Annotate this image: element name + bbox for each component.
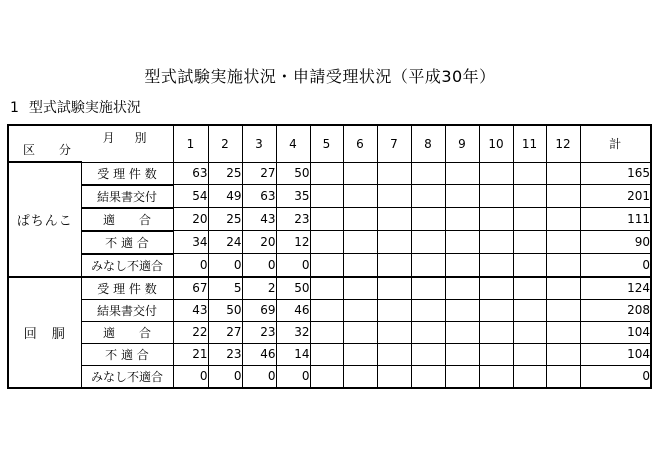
month-value-cell: 43	[242, 208, 276, 231]
group-label: ぱちんこ	[8, 162, 81, 277]
month-value-cell: 2	[242, 277, 276, 300]
month-value-cell	[445, 321, 479, 343]
total-cell: 0	[580, 365, 651, 388]
month-value-cell: 22	[173, 321, 208, 343]
month-value-cell	[445, 185, 479, 208]
month-value-cell: 14	[276, 343, 310, 365]
table-row	[8, 343, 651, 365]
row-label: 不 適 合	[81, 343, 173, 365]
header-row	[8, 125, 651, 162]
group-pachinko	[8, 162, 651, 277]
month-value-cell	[479, 299, 513, 321]
month-value-cell	[513, 277, 546, 300]
row-label: 結果書交付	[81, 185, 173, 208]
section-number: 1	[10, 100, 19, 116]
month-value-cell	[513, 208, 546, 231]
month-value-cell	[479, 185, 513, 208]
month-value-cell	[310, 277, 343, 300]
group-label: 回 胴	[8, 277, 81, 388]
month-value-cell: 25	[208, 162, 242, 185]
total-cell: 104	[580, 321, 651, 343]
month-value-cell	[411, 365, 445, 388]
month-value-cell	[445, 299, 479, 321]
month-value-cell	[513, 365, 546, 388]
total-cell: 201	[580, 185, 651, 208]
month-value-cell	[310, 254, 343, 277]
month-value-cell: 50	[276, 162, 310, 185]
row-label: みなし不適合	[81, 254, 173, 277]
month-value-cell: 0	[242, 365, 276, 388]
month-value-cell	[513, 299, 546, 321]
month-header: 1	[173, 125, 208, 162]
month-value-cell	[377, 185, 411, 208]
month-header: 11	[513, 125, 546, 162]
month-value-cell	[411, 231, 445, 254]
month-value-cell: 69	[242, 299, 276, 321]
month-value-cell	[411, 277, 445, 300]
month-value-cell	[513, 162, 546, 185]
table-row	[8, 162, 651, 185]
month-value-cell: 50	[276, 277, 310, 300]
month-value-cell	[479, 365, 513, 388]
month-value-cell	[546, 365, 580, 388]
month-value-cell	[411, 299, 445, 321]
row-label: 結果書交付	[81, 299, 173, 321]
month-value-cell: 63	[242, 185, 276, 208]
month-value-cell	[546, 254, 580, 277]
month-value-cell	[546, 208, 580, 231]
month-header: 2	[208, 125, 242, 162]
month-value-cell	[513, 343, 546, 365]
month-value-cell: 0	[208, 254, 242, 277]
month-value-cell	[546, 277, 580, 300]
table-row	[8, 321, 651, 343]
month-value-cell: 23	[242, 321, 276, 343]
month-value-cell	[411, 208, 445, 231]
month-header: 3	[242, 125, 276, 162]
month-value-cell	[479, 343, 513, 365]
row-label: 受 理 件 数	[81, 277, 173, 300]
month-value-cell: 5	[208, 277, 242, 300]
total-cell: 104	[580, 343, 651, 365]
table-row	[8, 277, 651, 300]
section-heading	[10, 97, 141, 117]
month-value-cell: 24	[208, 231, 242, 254]
month-header: 4	[276, 125, 310, 162]
month-value-cell: 27	[242, 162, 276, 185]
month-value-cell: 32	[276, 321, 310, 343]
month-value-cell	[411, 185, 445, 208]
row-label: みなし不適合	[81, 365, 173, 388]
month-header: 8	[411, 125, 445, 162]
month-value-cell	[479, 277, 513, 300]
month-header: 9	[445, 125, 479, 162]
month-value-cell: 0	[173, 365, 208, 388]
month-value-cell	[546, 185, 580, 208]
month-value-cell	[513, 231, 546, 254]
month-value-cell	[513, 321, 546, 343]
month-value-cell	[445, 365, 479, 388]
month-value-cell: 54	[173, 185, 208, 208]
table-row	[8, 254, 651, 277]
month-value-cell	[310, 185, 343, 208]
month-value-cell	[377, 208, 411, 231]
month-value-cell	[310, 365, 343, 388]
corner-class-label: 区 分	[23, 143, 81, 157]
month-value-cell	[343, 254, 377, 277]
section-heading-text: 型式試験実施状況	[28, 100, 141, 116]
inspection-status-table	[7, 124, 652, 389]
month-header: 10	[479, 125, 513, 162]
month-value-cell	[445, 254, 479, 277]
month-value-cell	[546, 299, 580, 321]
row-label: 受 理 件 数	[81, 162, 173, 185]
month-value-cell	[377, 277, 411, 300]
month-value-cell: 0	[276, 365, 310, 388]
month-value-cell	[513, 185, 546, 208]
month-value-cell	[343, 162, 377, 185]
month-value-cell: 21	[173, 343, 208, 365]
row-label: 適 合	[81, 321, 173, 343]
month-value-cell	[479, 162, 513, 185]
month-value-cell	[546, 231, 580, 254]
row-label: 不 適 合	[81, 231, 173, 254]
month-value-cell: 12	[276, 231, 310, 254]
table-row	[8, 299, 651, 321]
month-value-cell	[343, 343, 377, 365]
total-cell: 111	[580, 208, 651, 231]
month-header: 5	[310, 125, 343, 162]
table-row	[8, 365, 651, 388]
month-value-cell	[411, 162, 445, 185]
group-kaido	[8, 277, 651, 388]
total-cell: 90	[580, 231, 651, 254]
month-value-cell: 23	[208, 343, 242, 365]
total-cell: 208	[580, 299, 651, 321]
month-value-cell	[479, 208, 513, 231]
month-value-cell	[343, 208, 377, 231]
month-value-cell	[479, 254, 513, 277]
month-header: 7	[377, 125, 411, 162]
month-value-cell: 20	[173, 208, 208, 231]
month-value-cell	[343, 277, 377, 300]
month-value-cell	[343, 321, 377, 343]
month-value-cell	[479, 231, 513, 254]
month-value-cell: 67	[173, 277, 208, 300]
month-value-cell	[377, 231, 411, 254]
month-value-cell	[445, 162, 479, 185]
row-label: 適 合	[81, 208, 173, 231]
total-cell: 0	[580, 254, 651, 277]
month-value-cell	[310, 162, 343, 185]
month-value-cell	[445, 231, 479, 254]
month-value-cell: 0	[173, 254, 208, 277]
month-value-cell	[377, 321, 411, 343]
month-value-cell	[310, 299, 343, 321]
month-value-cell	[343, 231, 377, 254]
page-title: 型式試験実施状況・申請受理状況（平成30年）	[144, 67, 496, 86]
total-cell: 165	[580, 162, 651, 185]
month-value-cell	[310, 231, 343, 254]
month-value-cell: 20	[242, 231, 276, 254]
total-cell: 124	[580, 277, 651, 300]
month-value-cell	[513, 254, 546, 277]
month-value-cell	[411, 254, 445, 277]
month-value-cell: 46	[276, 299, 310, 321]
month-value-cell: 25	[208, 208, 242, 231]
month-value-cell: 0	[276, 254, 310, 277]
table-row	[8, 208, 651, 231]
corner-header-cell	[8, 125, 173, 162]
month-value-cell	[377, 343, 411, 365]
month-value-cell	[546, 321, 580, 343]
month-value-cell	[546, 162, 580, 185]
month-value-cell: 0	[242, 254, 276, 277]
month-value-cell	[343, 185, 377, 208]
month-value-cell: 43	[173, 299, 208, 321]
month-value-cell	[343, 365, 377, 388]
total-header: 計	[580, 125, 651, 162]
month-value-cell	[411, 343, 445, 365]
month-header: 6	[343, 125, 377, 162]
month-value-cell	[411, 321, 445, 343]
month-header: 12	[546, 125, 580, 162]
corner-month-label: 月 別	[102, 131, 155, 145]
month-value-cell	[310, 321, 343, 343]
month-value-cell	[310, 343, 343, 365]
month-value-cell: 0	[208, 365, 242, 388]
month-value-cell	[310, 208, 343, 231]
month-value-cell: 63	[173, 162, 208, 185]
month-value-cell	[546, 343, 580, 365]
table-row	[8, 185, 651, 208]
month-value-cell: 27	[208, 321, 242, 343]
month-value-cell: 50	[208, 299, 242, 321]
month-value-cell: 34	[173, 231, 208, 254]
month-value-cell	[343, 299, 377, 321]
month-value-cell	[445, 277, 479, 300]
month-value-cell	[377, 365, 411, 388]
month-value-cell	[445, 208, 479, 231]
month-value-cell: 46	[242, 343, 276, 365]
month-value-cell	[479, 321, 513, 343]
month-value-cell: 35	[276, 185, 310, 208]
month-value-cell	[377, 162, 411, 185]
month-value-cell	[377, 254, 411, 277]
month-value-cell	[445, 343, 479, 365]
table-row	[8, 231, 651, 254]
month-value-cell	[377, 299, 411, 321]
month-value-cell: 23	[276, 208, 310, 231]
month-value-cell: 49	[208, 185, 242, 208]
